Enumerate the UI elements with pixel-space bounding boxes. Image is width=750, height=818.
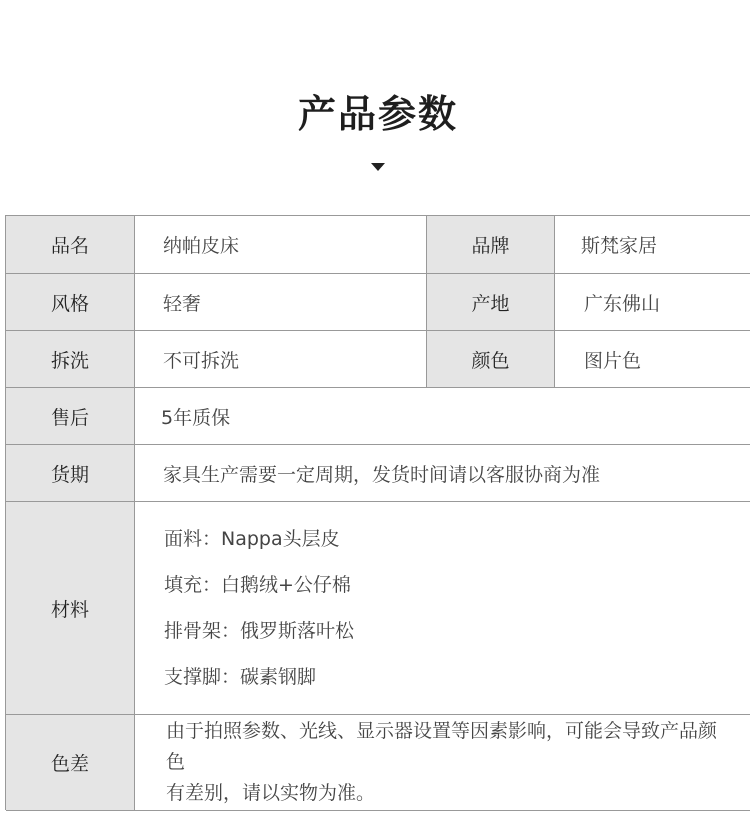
label-color-diff: 色差 bbox=[6, 715, 135, 810]
table-row bbox=[6, 331, 750, 388]
table-row bbox=[6, 388, 750, 445]
table-row bbox=[6, 274, 750, 331]
label-name: 品名 bbox=[6, 216, 135, 273]
label-materials: 材料 bbox=[6, 502, 135, 714]
materials-item: 排骨架：俄罗斯落叶松 bbox=[164, 619, 355, 642]
table-row bbox=[6, 445, 750, 502]
product-spec-table bbox=[5, 215, 750, 810]
color-diff-line: 有差别，请以实物为准。 bbox=[166, 782, 376, 804]
label-origin: 产地 bbox=[426, 274, 555, 330]
value-color: 图片色 bbox=[584, 331, 641, 387]
label-lead-time: 货期 bbox=[6, 445, 135, 501]
value-brand: 斯梵家居 bbox=[581, 216, 657, 273]
page-title: 产品参数 bbox=[297, 92, 458, 136]
color-diff-line: 由于拍照参数、光线、显示器设置等因素影响，可能会导致产品颜色 bbox=[166, 720, 718, 773]
value-lead-time: 家具生产需要一定周期，发货时间请以客服协商为准 bbox=[163, 445, 600, 501]
label-brand: 品牌 bbox=[426, 216, 555, 273]
value-origin: 广东佛山 bbox=[584, 274, 660, 330]
value-style: 轻奢 bbox=[163, 274, 201, 330]
table-row bbox=[6, 216, 750, 274]
caret-down-icon bbox=[371, 163, 385, 171]
materials-item: 面料：Nappa头层皮 bbox=[164, 527, 340, 550]
table-row bbox=[6, 502, 750, 715]
value-name: 纳帕皮床 bbox=[163, 216, 239, 273]
label-style: 风格 bbox=[6, 274, 135, 330]
value-washable: 不可拆洗 bbox=[163, 331, 239, 387]
label-after-sales: 售后 bbox=[6, 388, 135, 444]
label-color: 颜色 bbox=[426, 331, 555, 387]
label-washable: 拆洗 bbox=[6, 331, 135, 387]
table-row bbox=[6, 715, 750, 811]
materials-item: 填充：白鹅绒+公仔棉 bbox=[164, 573, 351, 596]
materials-item: 支撑脚：碳素钢脚 bbox=[164, 665, 317, 688]
materials-list bbox=[164, 502, 354, 714]
value-after-sales: 5年质保 bbox=[161, 388, 230, 444]
color-diff-note bbox=[166, 715, 750, 810]
